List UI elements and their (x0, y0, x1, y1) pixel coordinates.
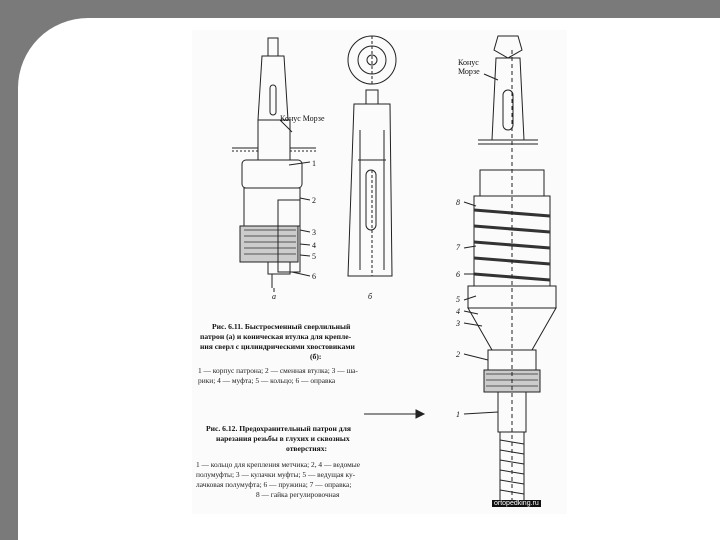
label-morse-cone-right-2: Морзе (458, 67, 480, 76)
part-label-6: 6 (312, 272, 316, 281)
caption-612-legend-line-4: 8 — гайка регулировочная (256, 490, 340, 499)
part-label-r6: 6 (456, 270, 460, 279)
part-label-r4: 4 (456, 307, 460, 316)
sub-label-a: а (272, 292, 276, 301)
caption-611-title-line-3: ния сверл с цилиндрическими хвостовиками (200, 342, 355, 351)
caption-611-title-line-1: Рис. 6.11. Быстросменный сверлильный (212, 322, 351, 331)
watermark: ortopedking.ru (494, 500, 539, 507)
drawing-sleeve-b (348, 36, 396, 276)
caption-612-legend-line-3: лачковая полумуфта; 6 — пружина; 7 — оправка; (196, 480, 352, 489)
drawing-chuck-a (232, 38, 316, 292)
part-label-r7: 7 (456, 243, 460, 252)
part-label-r5: 5 (456, 295, 460, 304)
caption-611-legend-line-1: 1 — корпус патрона; 2 — сменная втулка; 3 — ша- (198, 366, 358, 375)
scanned-page (192, 30, 567, 514)
label-morse-cone-a: Конус Морзе (280, 114, 325, 123)
drawing-safety-chuck (464, 36, 556, 502)
caption-611-legend-line-2: рики; 4 — муфта; 5 — кольцо; 6 — оправка (198, 376, 336, 385)
caption-611-title-line-4: (б): (310, 352, 322, 361)
caption-611-title-line-2: патрон (а) и коническая втулка для крепле- (200, 332, 352, 341)
part-label-1: 1 (312, 159, 316, 168)
part-label-r2: 2 (456, 350, 460, 359)
caption-612-legend-line-1: 1 — кольцо для крепления метчика; 2, 4 — ведомые (196, 460, 361, 469)
part-label-r3: 3 (456, 319, 460, 328)
caption-612-legend-line-2: полумуфты; 3 — кулачки муфты; 5 — ведущая ку- (196, 470, 356, 479)
part-label-5: 5 (312, 252, 316, 261)
part-label-r8: 8 (456, 198, 460, 207)
part-label-r1: 1 (456, 410, 460, 419)
arrow-icon (364, 410, 424, 418)
part-label-2: 2 (312, 196, 316, 205)
caption-612-title-line-3: отверстиях: (286, 444, 328, 453)
part-label-3: 3 (312, 228, 316, 237)
caption-612-title-line-2: нарезания резьбы в глухих и сквозных (216, 434, 350, 443)
label-morse-cone-right-1: Конус (458, 58, 479, 67)
part-label-4: 4 (312, 241, 316, 250)
caption-612-title-line-1: Рис. 6.12. Предохранительный патрон для (206, 424, 351, 433)
sub-label-b: б (368, 292, 373, 301)
